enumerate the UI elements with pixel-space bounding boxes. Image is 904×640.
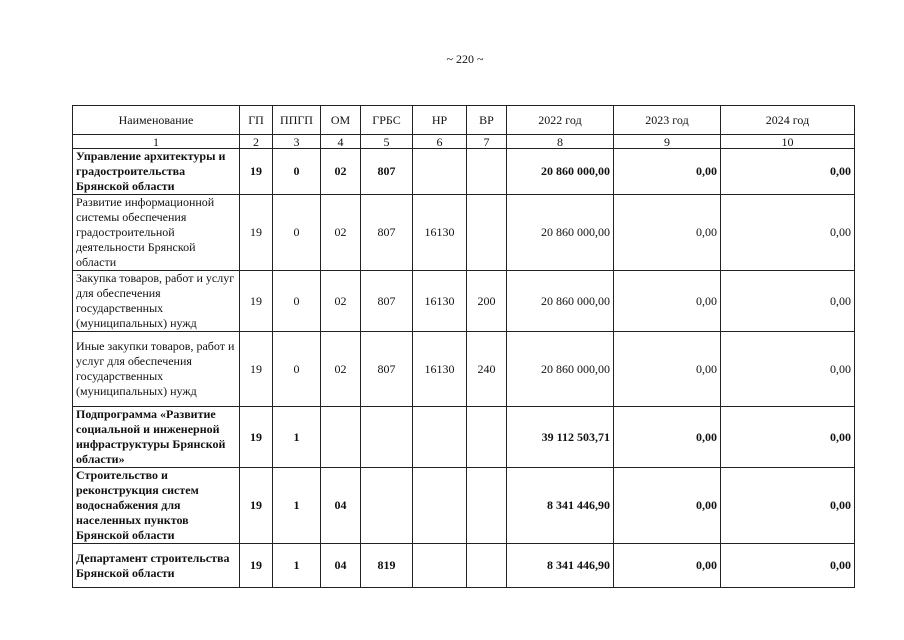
row-ppgp: 0 [273, 332, 321, 407]
row-grbs [361, 468, 413, 544]
row-name: Подпрограмма «Развитие социальной и инженерной инфраструктуры Брянской области» [73, 407, 240, 468]
row-om: 02 [321, 271, 361, 332]
row-amount-2024: 0,00 [721, 195, 855, 271]
column-number: 2 [240, 135, 273, 149]
row-om: 02 [321, 195, 361, 271]
row-amount-2023: 0,00 [614, 271, 721, 332]
row-name: Строительство и реконструкция систем водоснабжения для населенных пунктов Брянской области [73, 468, 240, 544]
row-om: 04 [321, 468, 361, 544]
row-amount-2022: 8 341 446,90 [507, 544, 614, 588]
row-nr: 16130 [413, 195, 467, 271]
row-vr: 240 [467, 332, 507, 407]
column-number: 7 [467, 135, 507, 149]
row-amount-2023: 0,00 [614, 332, 721, 407]
table-row [73, 195, 855, 271]
row-grbs: 807 [361, 332, 413, 407]
row-amount-2023: 0,00 [614, 468, 721, 544]
column-number: 3 [273, 135, 321, 149]
header-grbs: ГРБС [361, 106, 413, 135]
row-name: Иные закупки товаров, работ и услуг для обеспечения государственных (муниципальных) нужд [73, 332, 240, 407]
row-vr [467, 195, 507, 271]
header-ppgp: ППГП [273, 106, 321, 135]
table-row [73, 149, 855, 195]
row-amount-2023: 0,00 [614, 544, 721, 588]
page-number: ~ 220 ~ [446, 52, 484, 66]
header-2024: 2024 год [721, 106, 855, 135]
row-grbs: 807 [361, 195, 413, 271]
row-ppgp: 1 [273, 544, 321, 588]
row-name: Закупка товаров, работ и услуг для обеспечения государственных (муниципальных) нужд [73, 271, 240, 332]
column-number: 9 [614, 135, 721, 149]
row-amount-2022: 20 860 000,00 [507, 149, 614, 195]
row-name: Департамент строительства Брянской области [73, 544, 240, 588]
header-vr: ВР [467, 106, 507, 135]
row-grbs: 807 [361, 149, 413, 195]
row-amount-2024: 0,00 [721, 544, 855, 588]
row-nr [413, 544, 467, 588]
row-amount-2024: 0,00 [721, 407, 855, 468]
row-grbs [361, 407, 413, 468]
column-number: 4 [321, 135, 361, 149]
row-om [321, 407, 361, 468]
row-nr [413, 468, 467, 544]
row-nr: 16130 [413, 332, 467, 407]
budget-table [72, 105, 855, 588]
table-row [73, 271, 855, 332]
column-number: 8 [507, 135, 614, 149]
row-gp: 19 [240, 195, 273, 271]
header-2022: 2022 год [507, 106, 614, 135]
row-grbs: 819 [361, 544, 413, 588]
row-amount-2023: 0,00 [614, 149, 721, 195]
row-amount-2023: 0,00 [614, 407, 721, 468]
header-om: ОМ [321, 106, 361, 135]
header-gp: ГП [240, 106, 273, 135]
row-om: 04 [321, 544, 361, 588]
row-amount-2022: 39 112 503,71 [507, 407, 614, 468]
row-gp: 19 [240, 544, 273, 588]
column-number: 6 [413, 135, 467, 149]
row-ppgp: 1 [273, 407, 321, 468]
row-nr [413, 149, 467, 195]
row-vr [467, 407, 507, 468]
row-vr [467, 149, 507, 195]
row-amount-2024: 0,00 [721, 332, 855, 407]
row-om: 02 [321, 332, 361, 407]
row-ppgp: 0 [273, 149, 321, 195]
row-ppgp: 0 [273, 195, 321, 271]
table-row [73, 544, 855, 588]
row-gp: 19 [240, 407, 273, 468]
row-amount-2022: 8 341 446,90 [507, 468, 614, 544]
header-row [73, 106, 855, 135]
row-amount-2024: 0,00 [721, 149, 855, 195]
row-gp: 19 [240, 271, 273, 332]
table-body [73, 149, 855, 588]
column-number: 10 [721, 135, 855, 149]
row-gp: 19 [240, 149, 273, 195]
row-amount-2024: 0,00 [721, 271, 855, 332]
row-gp: 19 [240, 332, 273, 407]
row-nr [413, 407, 467, 468]
header-nr: НР [413, 106, 467, 135]
row-amount-2024: 0,00 [721, 468, 855, 544]
row-name: Развитие информационной системы обеспечения градостроительной деятельности Брянской области [73, 195, 240, 271]
row-vr [467, 544, 507, 588]
row-amount-2022: 20 860 000,00 [507, 195, 614, 271]
row-vr [467, 468, 507, 544]
row-nr: 16130 [413, 271, 467, 332]
column-number-row [73, 135, 855, 149]
row-vr: 200 [467, 271, 507, 332]
table-row [73, 332, 855, 407]
row-amount-2022: 20 860 000,00 [507, 332, 614, 407]
row-grbs: 807 [361, 271, 413, 332]
row-om: 02 [321, 149, 361, 195]
table-row [73, 407, 855, 468]
column-number: 5 [361, 135, 413, 149]
row-name: Управление архитектуры и градостроительства Брянской области [73, 149, 240, 195]
header-name: Наименование [73, 106, 240, 135]
row-amount-2022: 20 860 000,00 [507, 271, 614, 332]
row-ppgp: 0 [273, 271, 321, 332]
column-number: 1 [73, 135, 240, 149]
row-gp: 19 [240, 468, 273, 544]
row-amount-2023: 0,00 [614, 195, 721, 271]
row-ppgp: 1 [273, 468, 321, 544]
table-row [73, 468, 855, 544]
header-2023: 2023 год [614, 106, 721, 135]
